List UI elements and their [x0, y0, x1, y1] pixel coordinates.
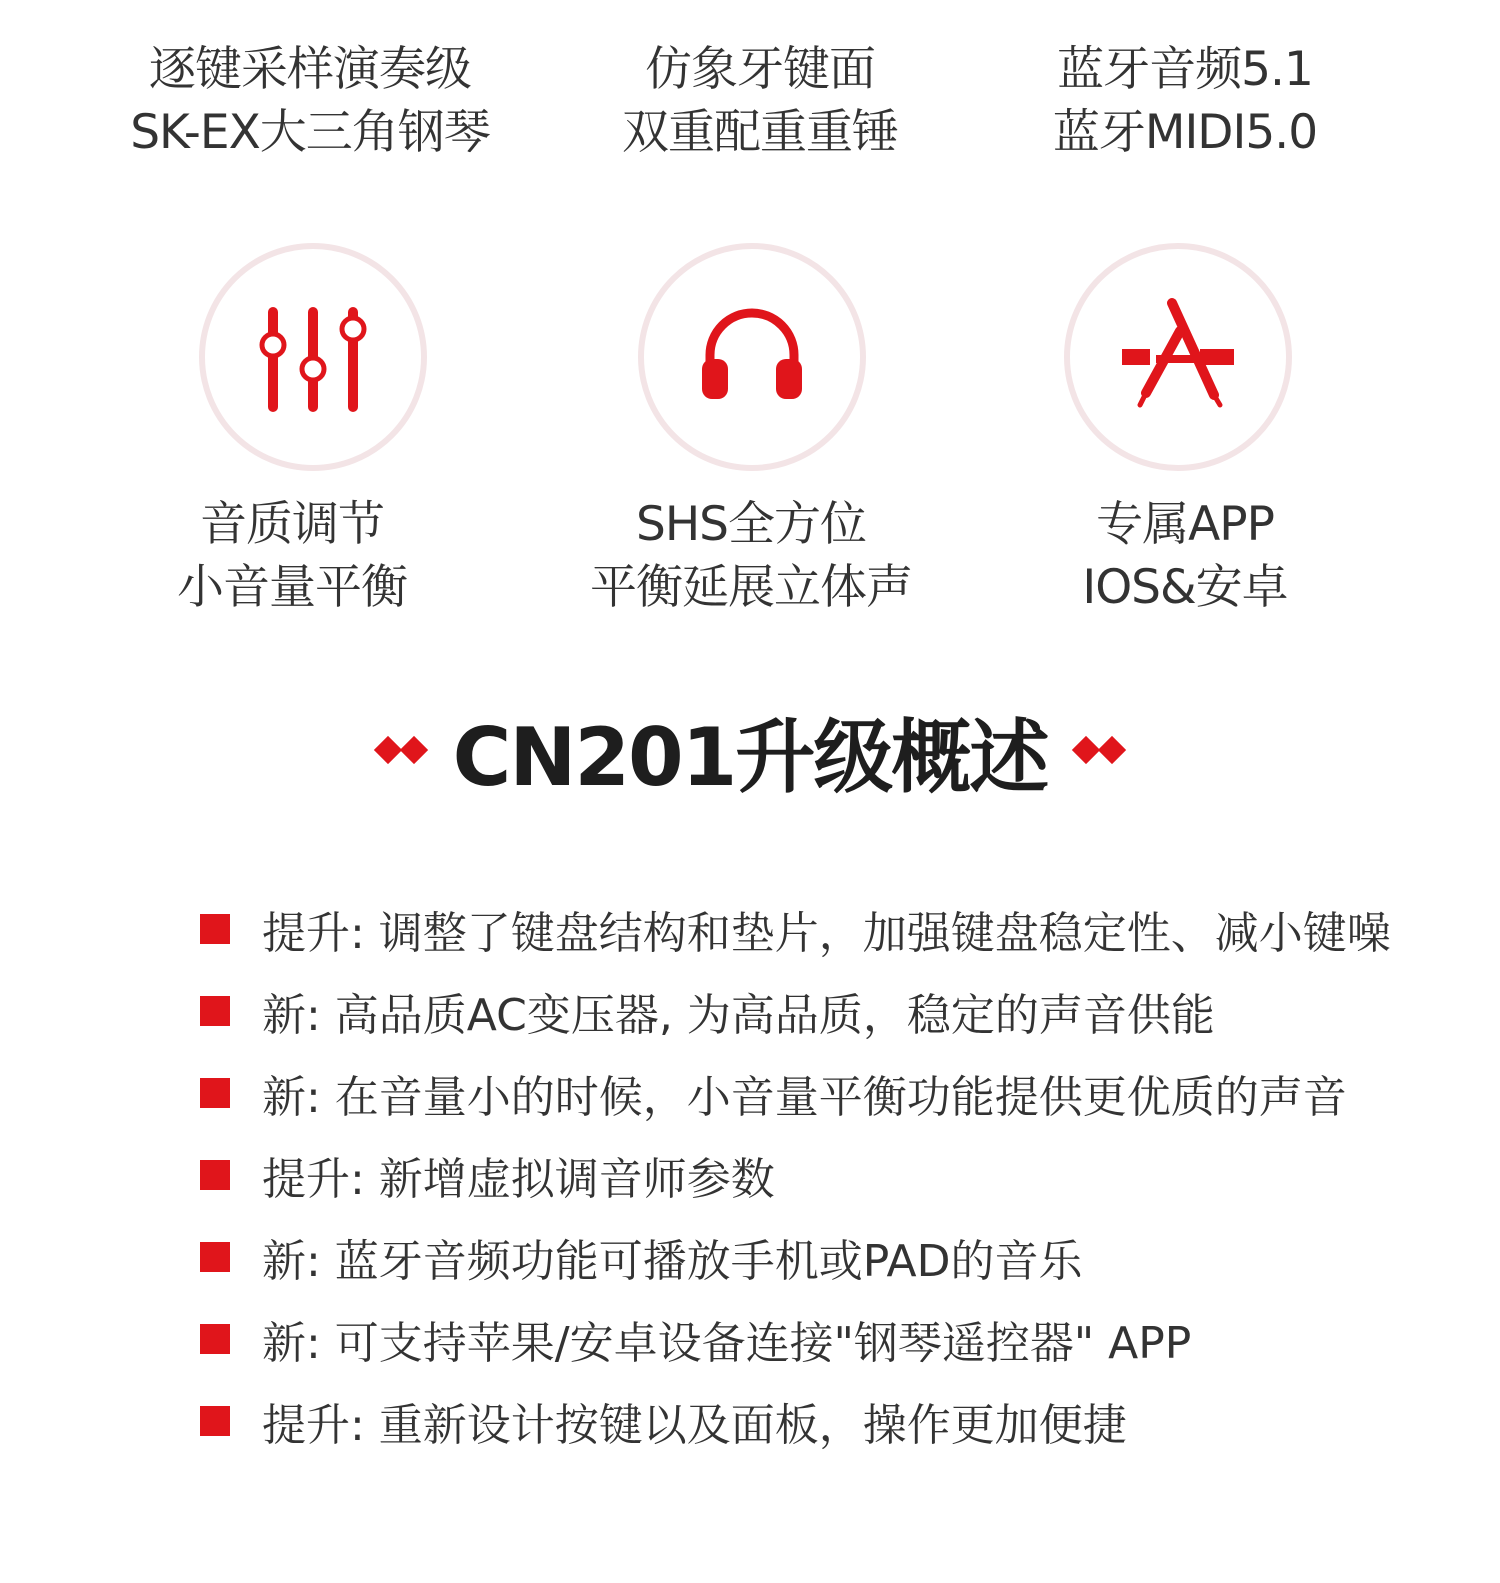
list-item — [200, 1298, 1480, 1380]
square-bullet-icon — [200, 1242, 230, 1272]
square-bullet-icon — [200, 996, 230, 1026]
list-item — [200, 1052, 1480, 1134]
feature-line1: 逐键采样演奏级 — [149, 42, 471, 97]
list-item — [200, 1380, 1480, 1462]
list-item — [200, 1134, 1480, 1216]
equalizer-icon — [253, 297, 373, 417]
square-bullet-icon — [200, 1078, 230, 1108]
list-item — [200, 1216, 1480, 1298]
feature-icon-ring-5 — [638, 243, 866, 471]
feature-icon-ring-6 — [1064, 243, 1292, 471]
feature-line1: SHS全方位 — [635, 497, 866, 552]
square-bullet-icon — [200, 1160, 230, 1190]
feature-line1: 蓝牙音频5.1 — [1057, 42, 1313, 97]
feature-line2: IOS&安卓 — [1082, 560, 1288, 615]
feature-line1: 仿象牙键面 — [645, 42, 875, 97]
app-store-icon — [1116, 295, 1240, 419]
section-title: CN201升级概述 — [452, 710, 1048, 804]
feature-line1: 音质调节 — [200, 497, 384, 552]
square-bullet-icon — [200, 1324, 230, 1354]
feature-text-5 — [521, 493, 981, 619]
feature-text-1 — [80, 38, 540, 164]
diamond-ornament-left-icon — [375, 740, 427, 760]
feature-line2: 双重配重重锤 — [622, 105, 898, 160]
feature-line2: 平衡延展立体声 — [590, 560, 912, 615]
list-item-text: 新: 可支持苹果/安卓设备连接"钢琴遥控器" APP — [262, 1318, 1192, 1369]
square-bullet-icon — [200, 914, 230, 944]
square-bullet-icon — [200, 1406, 230, 1436]
feature-text-4 — [62, 493, 522, 619]
feature-line2: SK-EX大三角钢琴 — [130, 105, 490, 160]
list-item-text: 提升: 重新设计按键以及面板，操作更加便捷 — [262, 1400, 1127, 1451]
feature-icon-ring-4 — [199, 243, 427, 471]
list-item-text: 新: 在音量小的时候，小音量平衡功能提供更优质的声音 — [262, 1072, 1347, 1123]
list-item — [200, 888, 1480, 970]
upgrade-list — [200, 888, 1480, 1462]
feature-text-3 — [955, 38, 1415, 164]
headphones-icon — [692, 297, 812, 417]
list-item-text: 新: 高品质AC变压器, 为高品质，稳定的声音供能 — [262, 990, 1215, 1041]
feature-text-6 — [955, 493, 1415, 619]
list-item-text: 提升: 新增虚拟调音师参数 — [262, 1154, 775, 1205]
section-heading — [0, 695, 1500, 805]
list-item-text: 提升: 调整了键盘结构和垫片，加强键盘稳定性、减小键噪 — [262, 908, 1391, 959]
feature-line2: 蓝牙MIDI5.0 — [1052, 105, 1318, 160]
list-item — [200, 970, 1480, 1052]
feature-line2: 小音量平衡 — [177, 560, 407, 615]
feature-line1: 专属APP — [1096, 497, 1274, 552]
diamond-ornament-right-icon — [1073, 740, 1125, 760]
list-item-text: 新: 蓝牙音频功能可播放手机或PAD的音乐 — [262, 1236, 1083, 1287]
feature-text-2 — [530, 38, 990, 164]
